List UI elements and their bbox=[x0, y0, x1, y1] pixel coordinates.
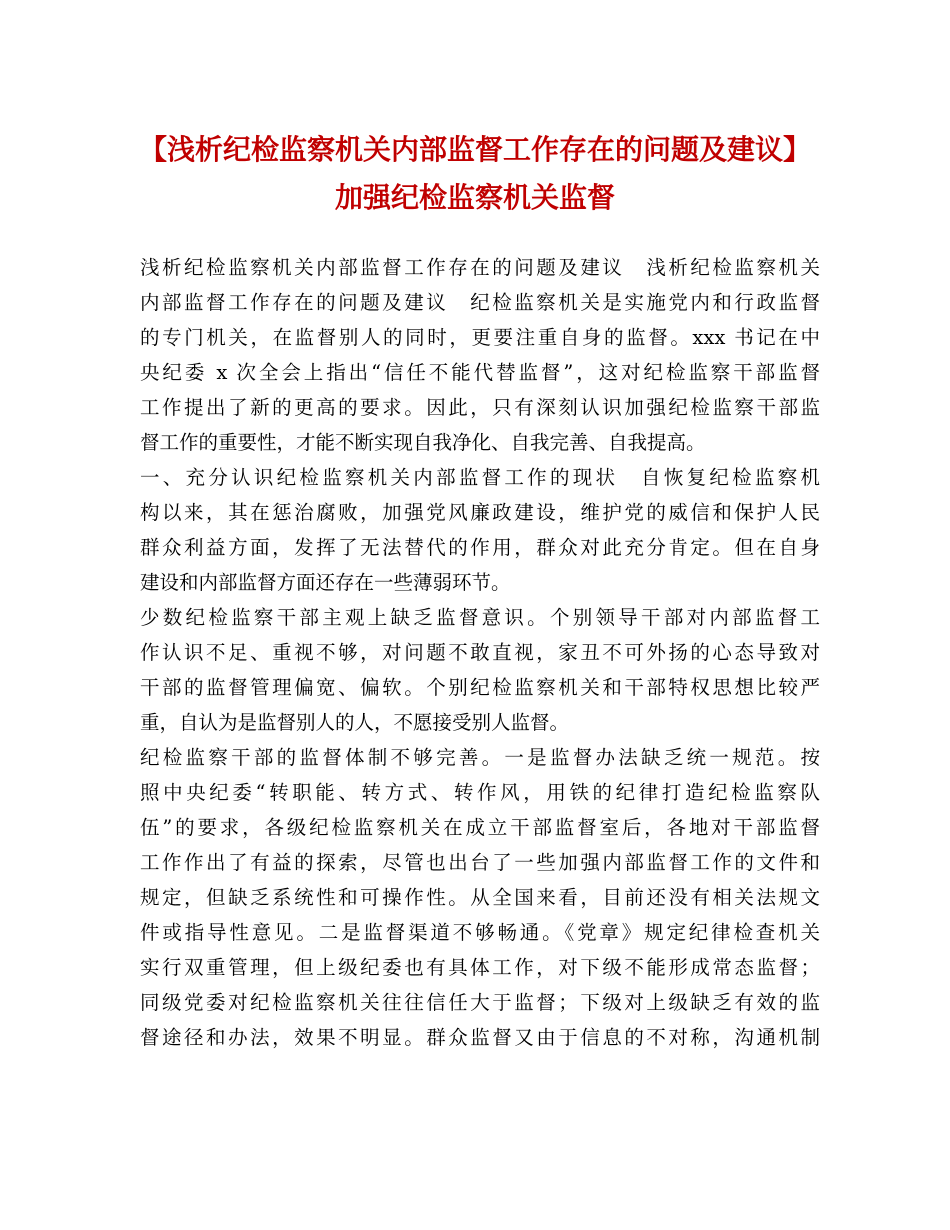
body-text-line: 的专门机关，在监督别人的同时，更要注重自身的监督。xxx 书记在中 bbox=[140, 326, 820, 349]
document-title-line-2: 加强纪检监察机关监督 bbox=[334, 181, 615, 214]
body-text-line: 构以来，其在惩治腐败，加强党风廉政建设，维护党的威信和保护人民 bbox=[140, 501, 820, 524]
body-text-line: 督工作的重要性，才能不断实现自我净化、自我完善、自我提高。 bbox=[140, 431, 706, 454]
body-text-line: 纪检监察干部的监督体制不够完善。一是监督办法缺乏统一规范。按 bbox=[140, 746, 820, 769]
body-text-line: 工作作出了有益的探索，尽管也出台了一些加强内部监督工作的文件和 bbox=[140, 851, 820, 874]
body-text-line: 少数纪检监察干部主观上缺乏监督意识。个别领导干部对内部监督工 bbox=[140, 606, 820, 629]
body-text-line: 干部的监督管理偏宽、偏软。个别纪检监察机关和干部特权思想比较严 bbox=[140, 676, 820, 699]
body-text-line: 群众利益方面，发挥了无法替代的作用，群众对此充分肯定。但在自身 bbox=[140, 536, 820, 559]
body-text-line: 内部监督工作存在的问题及建议 纪检监察机关是实施党内和行政监督 bbox=[140, 291, 820, 314]
body-text-line: 实行双重管理，但上级纪委也有具体工作，对下级不能形成常态监督； bbox=[140, 956, 820, 979]
body-text-line: 伍”的要求，各级纪检监察机关在成立干部监督室后，各地对干部监督 bbox=[140, 816, 820, 839]
body-text-line: 央纪委 x 次全会上指出“信任不能代替监督”，这对纪检监察干部监督 bbox=[140, 361, 820, 384]
body-text-line: 重，自认为是监督别人的人，不愿接受别人监督。 bbox=[140, 711, 570, 734]
body-text-line: 工作提出了新的更高的要求。因此，只有深刻认识加强纪检监察干部监 bbox=[140, 396, 820, 419]
body-text-line: 件或指导性意见。二是监督渠道不够畅通。《党章》规定纪律检查机关 bbox=[140, 921, 820, 944]
body-text-line: 建设和内部监督方面还存在一些薄弱环节。 bbox=[140, 571, 511, 594]
body-text-line: 作认识不足、重视不够，对问题不敢直视，家丑不可外扬的心态导致对 bbox=[140, 641, 820, 664]
document-title-line-1: 【浅析纪检监察机关内部监督工作存在的问题及建议】 bbox=[138, 133, 811, 166]
body-text-line: 同级党委对纪检监察机关往往信任大于监督；下级对上级缺乏有效的监 bbox=[140, 991, 820, 1014]
body-text-line: 规定，但缺乏系统性和可操作性。从全国来看，目前还没有相关法规文 bbox=[140, 886, 820, 909]
body-text-line: 浅析纪检监察机关内部监督工作存在的问题及建议 浅析纪检监察机关 bbox=[140, 256, 820, 279]
document-body bbox=[140, 250, 820, 1055]
body-text-line: 一、充分认识纪检监察机关内部监督工作的现状 自恢复纪检监察机 bbox=[140, 466, 820, 489]
body-text-line: 照中央纪委“转职能、转方式、转作风，用铁的纪律打造纪检监察队 bbox=[140, 781, 820, 804]
body-text-line: 督途径和办法，效果不明显。群众监督又由于信息的不对称，沟通机制 bbox=[140, 1026, 820, 1049]
